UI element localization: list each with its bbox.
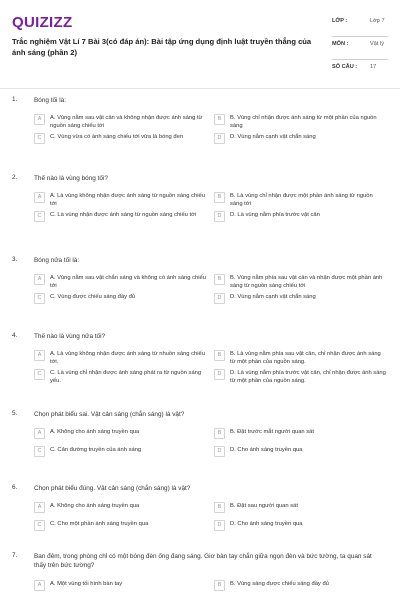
option-letter-box: C xyxy=(34,133,45,144)
question-number: 7. xyxy=(12,552,18,559)
option-letter-box: B xyxy=(214,350,225,361)
meta-grade xyxy=(332,14,388,37)
meta-panel xyxy=(332,14,388,82)
option-letter-box: A xyxy=(34,580,45,591)
option-text: D. Cho ánh sáng truyền qua xyxy=(230,447,303,453)
question-number: 3. xyxy=(12,256,18,263)
option-letter-box: C xyxy=(34,293,45,304)
option-letter-box: D xyxy=(214,211,225,222)
option-text: A. Không cho ánh sáng truyền qua xyxy=(50,503,140,509)
question-number: 6. xyxy=(12,484,18,491)
option-letter-box: B xyxy=(214,274,225,285)
count-label: SỐ CÂU : xyxy=(332,64,358,70)
option-letter-box: D xyxy=(214,293,225,304)
question-number: 4. xyxy=(12,332,18,339)
option-text: C. Vùng vừa có ánh sáng chiếu tới vừa là bóng đen xyxy=(50,134,184,140)
option-text: B. Vùng chỉ nhận được ánh sáng từ một phần của nguồn sáng xyxy=(230,115,377,130)
option-letter-box: D xyxy=(214,133,225,144)
option-text: D. Vùng nằm cạnh vật chắn sáng xyxy=(230,294,316,300)
option-letter-box: B xyxy=(214,502,225,513)
option-letter-box: D xyxy=(214,446,225,457)
option-letter-box: D xyxy=(214,369,225,380)
question-number: 2. xyxy=(12,174,18,181)
question-number: 5. xyxy=(12,410,18,417)
worksheet-header xyxy=(12,8,388,80)
option-text: D. Là vùng nằm phía trước vật cản, chỉ nhận được ánh sáng từ một phần của nguồn sáng. xyxy=(230,370,386,385)
header-divider xyxy=(0,88,400,89)
option-letter-box: A xyxy=(34,350,45,361)
option-text: D. Là vùng nằm phía trước vật cản xyxy=(230,212,320,218)
option-text: C. Vùng được chiếu sáng đầy đủ xyxy=(50,294,136,300)
option-letter-box: A xyxy=(34,428,45,439)
option-text: B. Vùng nằm phía sau vật cản và nhận được một phần ánh sáng từ nguồn sáng chiếu tới xyxy=(230,275,383,290)
option-text: D. Cho ánh sáng truyền qua xyxy=(230,521,303,527)
question-text: Bóng tối là: xyxy=(34,97,66,104)
count-value: 17 xyxy=(370,64,377,70)
option-text: B. Đặt sau người quan sát xyxy=(230,503,298,509)
worksheet-title: Trắc nghiệm Vật Lí 7 Bài 3(có đáp án): Bài tập ứng dụng định luật truyền thẳng của ánh sáng (phần 2) xyxy=(12,37,312,57)
grade-label: LỚP : xyxy=(332,18,348,24)
option-text: A. Là vùng không nhận được ánh sáng từ nguồn sáng chiếu tới xyxy=(50,193,205,208)
subject-label: MÔN : xyxy=(332,41,349,47)
option-text: D. Vùng nằm cạnh vật chắn sáng xyxy=(230,134,316,140)
option-letter-box: B xyxy=(214,428,225,439)
option-letter-box: A xyxy=(34,192,45,203)
meta-count xyxy=(332,60,388,82)
option-letter-box: A xyxy=(34,114,45,125)
subject-value: Vật lý xyxy=(370,41,384,47)
option-text: B. Là vùng chỉ nhận được một phần ánh sáng từ nguồn sáng tới xyxy=(230,193,373,208)
question-number: 1. xyxy=(12,96,18,103)
question-text: Chọn phát biểu đúng. Vật cản sáng (chắn sáng) là vật? xyxy=(34,485,191,492)
option-text: A. Là vùng không nhận được ánh sáng từ nhuồn sáng chiếu tới. xyxy=(50,351,205,366)
question-text: Thế nào là vùng bóng tối? xyxy=(34,175,108,182)
option-text: C. Là vùng chỉ nhận được ánh sáng phát ra từ nguồn sáng yếu. xyxy=(50,370,202,385)
option-text: A. Vùng nằm sau vật cản và không nhận được ánh sáng từ nguồn sáng chiếu tới xyxy=(50,115,203,130)
option-letter-box: C xyxy=(34,369,45,380)
option-text: B. Là vùng nằm phía sau vật cản, chỉ nhận được ánh sáng từ một phần của nguồn sáng. xyxy=(230,351,381,366)
option-letter-box: C xyxy=(34,211,45,222)
option-text: C. Là vùng nhận được ánh sáng từ nguồn sáng chiếu tới xyxy=(50,212,197,218)
option-letter-box: A xyxy=(34,274,45,285)
option-letter-box: B xyxy=(214,580,225,591)
option-letter-box: B xyxy=(214,114,225,125)
option-letter-box: A xyxy=(34,502,45,513)
quizizz-logo: QUIZIZZ xyxy=(12,14,73,31)
option-letter-box: C xyxy=(34,446,45,457)
question-text: Ban đêm, trong phòng chỉ có một bóng đèn ống đang sáng. Giơ bàn tay chắn giữa ngọn đèn và bức tường, ta quan sát thấy trên bức tường? xyxy=(34,553,372,569)
option-text: B. Vùng sáng được chiếu sáng đầy đủ xyxy=(230,581,329,587)
option-letter-box: B xyxy=(214,192,225,203)
option-text: B. Đặt trước mắt người quan sát xyxy=(230,429,314,435)
option-letter-box: D xyxy=(214,520,225,531)
option-text: C. Cản đường truyền của ánh sáng xyxy=(50,447,142,453)
option-text: C. Cho một phần ánh sáng truyền qua xyxy=(50,521,149,527)
option-text: A. Một vùng tối hình bàn tay xyxy=(50,581,123,587)
option-letter-box: C xyxy=(34,520,45,531)
option-text: A. Vùng nằm sau vật chắn sáng và không có ánh sáng chiếu tới xyxy=(50,275,206,290)
meta-subject xyxy=(332,37,388,60)
question-text: Bóng nửa tối là: xyxy=(34,257,80,264)
grade-value: Lớp 7 xyxy=(370,18,385,24)
option-text: A. Không cho ánh sáng truyền qua xyxy=(50,429,140,435)
question-text: Chọn phát biểu sai. Vật cản sáng (chắn sáng) là vật? xyxy=(34,411,185,418)
question-text: Thế nào là vùng nửa tối? xyxy=(34,333,106,340)
